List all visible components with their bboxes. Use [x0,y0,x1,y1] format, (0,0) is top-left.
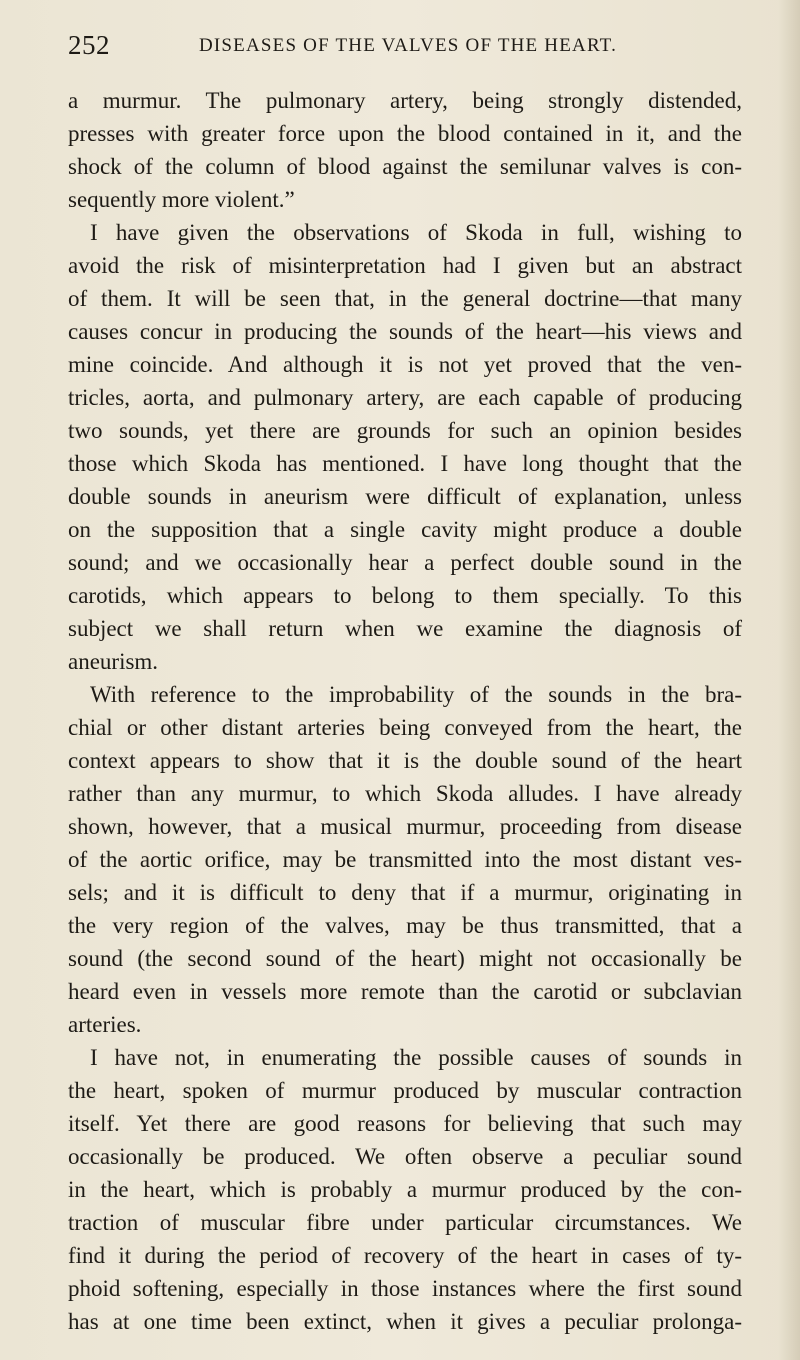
text-line: arteries. [68,1012,142,1037]
text-line: sound (the second sound of the heart) might not occasionally be [68,946,742,971]
text-line: sound; and we occasionally hear a perfect double sound in the [68,550,742,575]
running-title: DISEASES OF THE VALVES OF THE HEART. [198,35,618,56]
text-line: mine coincide. And although it is not yet proved that the ven- [68,352,742,377]
text-line: traction of muscular fibre under particular circumstances. We [68,1210,742,1235]
text-line: the very region of the valves, may be thus transmitted, that a [68,913,742,938]
text-line: the heart, spoken of murmur produced by muscular contraction [68,1078,742,1103]
text-line: find it during the period of recovery of the heart in cases of ty- [68,1243,742,1268]
text-line: two sounds, yet there are grounds for such an opinion besides [68,418,742,443]
text-line: those which Skoda has mentioned. I have long thought that the [68,451,742,476]
text-line: shock of the column of blood against the semilunar valves is con- [68,154,742,179]
text-line: sels; and it is difficult to deny that if a murmur, originating in [68,880,742,905]
text-line: heard even in vessels more remote than the carotid or subclavian [68,979,742,1004]
text-line: on the supposition that a single cavity might produce a double [68,517,742,542]
text-line: of them. It will be seen that, in the general doctrine—that many [68,286,742,311]
text-line: itself. Yet there are good reasons for believing that such may [68,1111,742,1136]
text-line: chial or other distant arteries being conveyed from the heart, the [68,715,742,740]
text-line: With reference to the improbability of the sounds in the bra- [90,682,742,707]
text-line: tricles, aorta, and pulmonary artery, are each capable of producing [68,385,742,410]
text-line: I have given the observations of Skoda in full, wishing to [90,220,742,245]
text-line: rather than any murmur, to which Skoda alludes. I have already [68,781,742,806]
text-line: a murmur. The pulmonary artery, being strongly distended, [68,88,742,113]
text-line: aneurism. [68,649,159,674]
page-header [68,30,748,66]
text-line: causes concur in producing the sounds of the heart—his views and [68,319,742,344]
page-edge-shadow [778,0,800,1360]
text-line: subject we shall return when we examine the diagnosis of [68,616,742,641]
text-line: context appears to show that it is the double sound of the heart [68,748,742,773]
page-number: 252 [68,30,110,60]
text-line: presses with greater force upon the blood contained in it, and the [68,121,742,146]
text-line: shown, however, that a musical murmur, proceeding from disease [68,814,742,839]
text-line: double sounds in aneurism were difficult of explanation, unless [68,484,742,509]
text-line: has at one time been extinct, when it gives a peculiar prolonga- [68,1309,742,1334]
body-text [68,84,742,1338]
text-line: I have not, in enumerating the possible causes of sounds in [90,1045,742,1070]
text-line: phoid softening, especially in those instances where the first sound [68,1276,742,1301]
text-line: carotids, which appears to belong to them specially. To this [68,583,742,608]
text-line: in the heart, which is probably a murmur produced by the con- [68,1177,742,1202]
text-line: sequently more violent.” [68,187,295,212]
text-line: avoid the risk of misinterpretation had I given but an abstract [68,253,742,278]
text-line: of the aortic orifice, may be transmitted into the most distant ves- [68,847,742,872]
text-line: occasionally be produced. We often observe a peculiar sound [68,1144,742,1169]
